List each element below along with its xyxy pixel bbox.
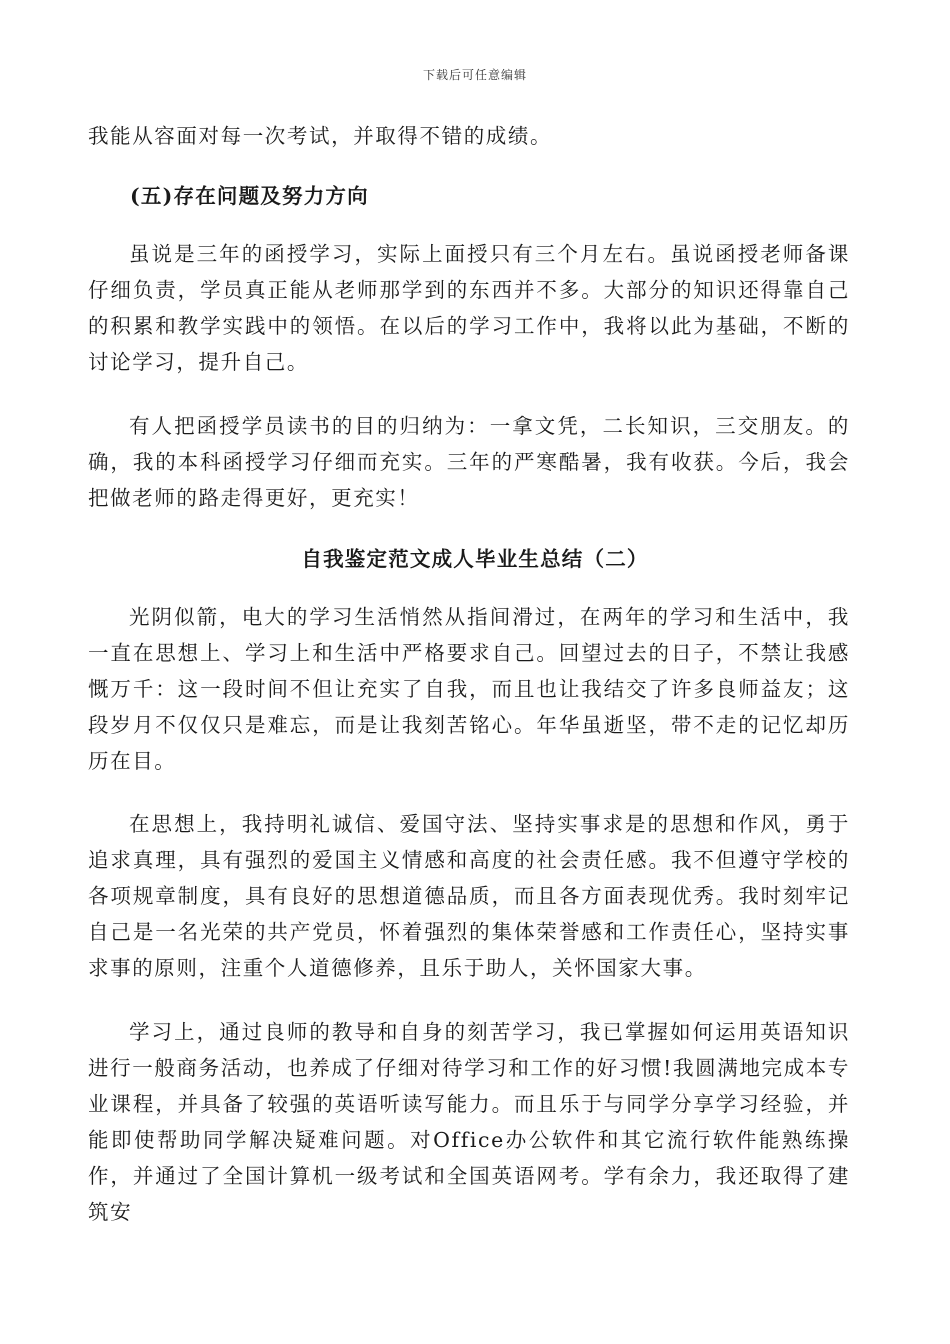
paragraph-text: 我能从容面对每一次考试，并取得不错的成绩。 (88, 124, 553, 148)
paragraph-text: 虽说是三年的函授学习，实际上面授只有三个月左右。虽说函授老师备课仔细负责，学员真正能从老师那学到的东西并不多。大部分的知识还得靠自己的积累和教学实践中的领悟。在以后的学习工作中，我将以此为基础，不断的讨论学习，提升自己。 (88, 242, 850, 374)
paragraph-1 (88, 236, 850, 380)
paragraph-4 (88, 806, 850, 986)
paragraph-text: 有人把函授学员读书的目的归纳为：一拿文凭，二长知识，三交朋友。的确，我的本科函授学习仔细而充实。三年的严寒酷暑，我有收获。今后，我会把做老师的路走得更好，更充实！ (88, 414, 850, 510)
page-header-note: 下载后可任意编辑 (422, 68, 527, 82)
paragraph-3 (88, 599, 850, 779)
paragraph-2 (88, 408, 850, 516)
document-2-title: 自我鉴定范文成人毕业生总结（二） (301, 547, 649, 571)
paragraph-text: 学习上，通过良师的教导和自身的刻苦学习，我已掌握如何运用英语知识进行一般商务活动，也养成了仔细对待学习和工作的好习惯!我圆满地完成本专业课程，并具备了较强的英语听读写能力。而且乐于与同学分享学习经验，并能即使帮助同学解决疑难问题。对Office办公软件和其它流行软件能熟练操作，并通过了全国计算机一级考试和全国英语网考。学有余力，我还取得了建筑安 (88, 1020, 850, 1224)
paragraph-text: 光阴似箭，电大的学习生活悄然从指间滑过，在两年的学习和生活中，我一直在思想上、学习上和生活中严格要求自己。回望过去的日子，不禁让我感慨万千：这一段时间不但让充实了自我，而且也让我结交了许多良师益友；这段岁月不仅仅只是难忘，而是让我刻苦铭心。年华虽逝坚，带不走的记忆却历历在目。 (88, 605, 850, 773)
paragraph-continuation (88, 118, 850, 154)
section-heading-5: (五)存在问题及努力方向 (130, 184, 369, 208)
paragraph-5 (88, 1014, 850, 1230)
paragraph-text: 在思想上，我持明礼诚信、爱国守法、坚持实事求是的思想和作风，勇于追求真理，具有强烈的爱国主义情感和高度的社会责任感。我不但遵守学校的各项规章制度，具有良好的思想道德品质，而且各方面表现优秀。我时刻牢记自己是一名光荣的共产党员，怀着强烈的集体荣誉感和工作责任心，坚持实事求事的原则，注重个人道德修养，且乐于助人，关怀国家大事。 (88, 812, 850, 980)
